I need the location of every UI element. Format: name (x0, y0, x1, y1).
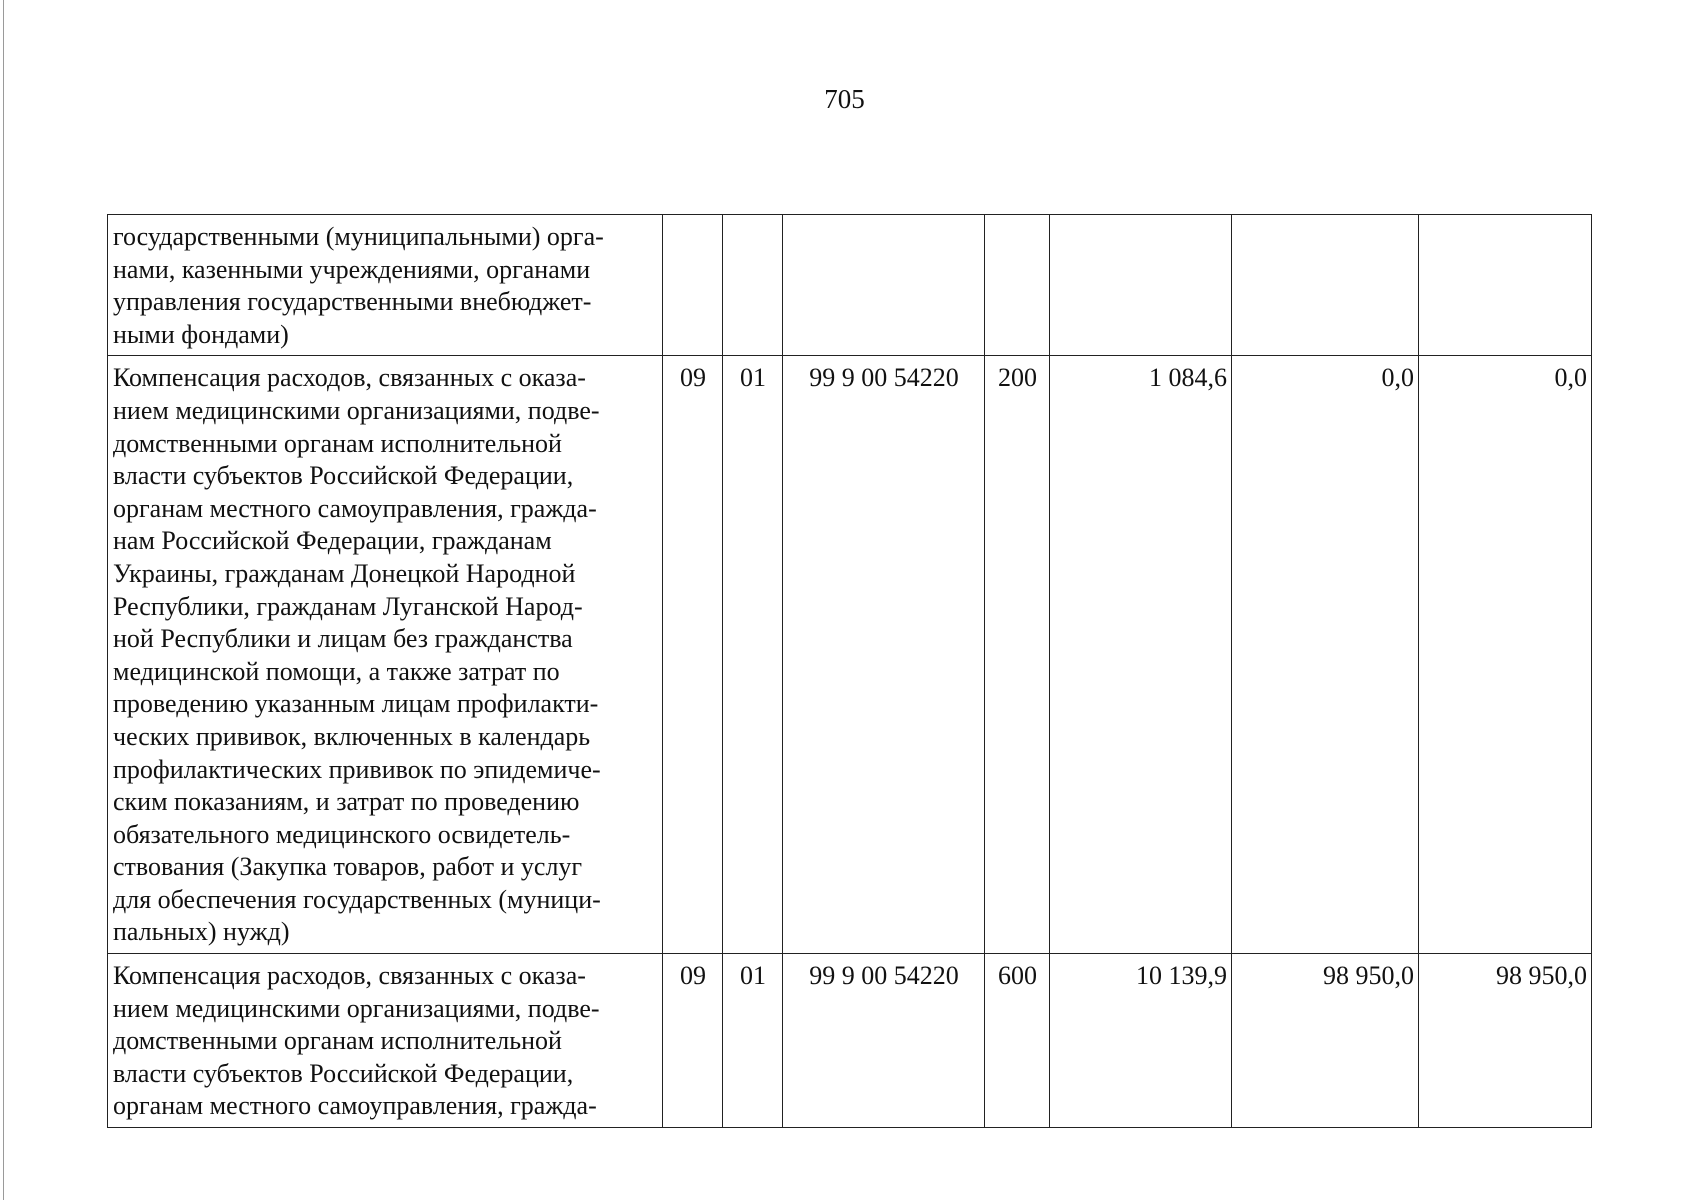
table-row (108, 954, 1592, 1128)
description-cell (108, 356, 663, 954)
expense-type-cell: 200 (985, 356, 1050, 954)
amount-cell-1: 10 139,9 (1050, 954, 1232, 1128)
description-line: нами, казенными учреждениями, органами (113, 254, 591, 284)
expense-type-cell: 600 (985, 954, 1050, 1128)
description-line: ским показаниям, и затрат по проведению (113, 787, 580, 817)
description-line: Республики, гражданам Луганской Народ- (113, 591, 583, 621)
target-article-cell: 99 9 00 54220 (783, 954, 985, 1128)
section-code-cell: 09 (663, 356, 723, 954)
amount-cell-2: 98 950,0 (1232, 954, 1419, 1128)
description-cell (108, 215, 663, 356)
description-line: власти субъектов Российской Федерации, (113, 461, 574, 491)
scan-edge-line (3, 0, 4, 1200)
section-code-cell: 09 (663, 954, 723, 1128)
description-line: проведению указанным лицам профилакти- (113, 689, 599, 719)
budget-table (107, 214, 1592, 1128)
amount-cell-3: 98 950,0 (1419, 954, 1592, 1128)
target-article-cell (783, 215, 985, 356)
description-line: ствования (Закупка товаров, работ и услуг (113, 852, 583, 882)
description-line: Украины, гражданам Донецкой Народной (113, 558, 576, 588)
description-line: домственными органам исполнительной (113, 428, 562, 458)
description-line: государственными (муниципальными) орга- (113, 222, 604, 251)
description-line: нам Российской Федерации, гражданам (113, 526, 552, 556)
amount-cell-3: 0,0 (1419, 356, 1592, 954)
description-line: медицинской помощи, а также затрат по (113, 656, 560, 686)
subsection-code-cell (723, 215, 783, 356)
description-line: ческих прививок, включенных в календарь (113, 721, 591, 751)
description-line: власти субъектов Российской Федерации, (113, 1058, 574, 1088)
description-line: для обеспечения государственных (муници- (113, 884, 601, 914)
amount-cell-1 (1050, 215, 1232, 356)
description-line: Компенсация расходов, связанных с оказа- (113, 363, 586, 393)
description-line: ной Республики и лицам без гражданства (113, 624, 573, 654)
table-row (108, 215, 1592, 356)
description-line: профилактических прививок по эпидемиче- (113, 754, 601, 784)
subsection-code-cell: 01 (723, 954, 783, 1128)
amount-cell-1: 1 084,6 (1050, 356, 1232, 954)
description-line: нием медицинскими организациями, подве- (113, 395, 600, 425)
description-line: ными фондами) (113, 319, 289, 349)
table-row (108, 356, 1592, 954)
description-line: органам местного самоуправления, гражда- (113, 493, 597, 523)
expense-type-cell (985, 215, 1050, 356)
description-line: Компенсация расходов, связанных с оказа- (113, 961, 586, 991)
amount-cell-2: 0,0 (1232, 356, 1419, 954)
description-line: пальных) нужд) (113, 917, 290, 947)
page-number: 705 (824, 84, 865, 114)
description-line: органам местного самоуправления, гражда- (113, 1091, 597, 1121)
section-code-cell (663, 215, 723, 356)
description-line: домственными органам исполнительной (113, 1026, 562, 1056)
amount-cell-3 (1419, 215, 1592, 356)
amount-cell-2 (1232, 215, 1419, 356)
description-cell (108, 954, 663, 1128)
description-line: управления государственными внебюджет- (113, 287, 592, 317)
description-line: обязательного медицинского освидетель- (113, 819, 571, 849)
target-article-cell: 99 9 00 54220 (783, 356, 985, 954)
description-line: нием медицинскими организациями, подве- (113, 993, 600, 1023)
subsection-code-cell: 01 (723, 356, 783, 954)
